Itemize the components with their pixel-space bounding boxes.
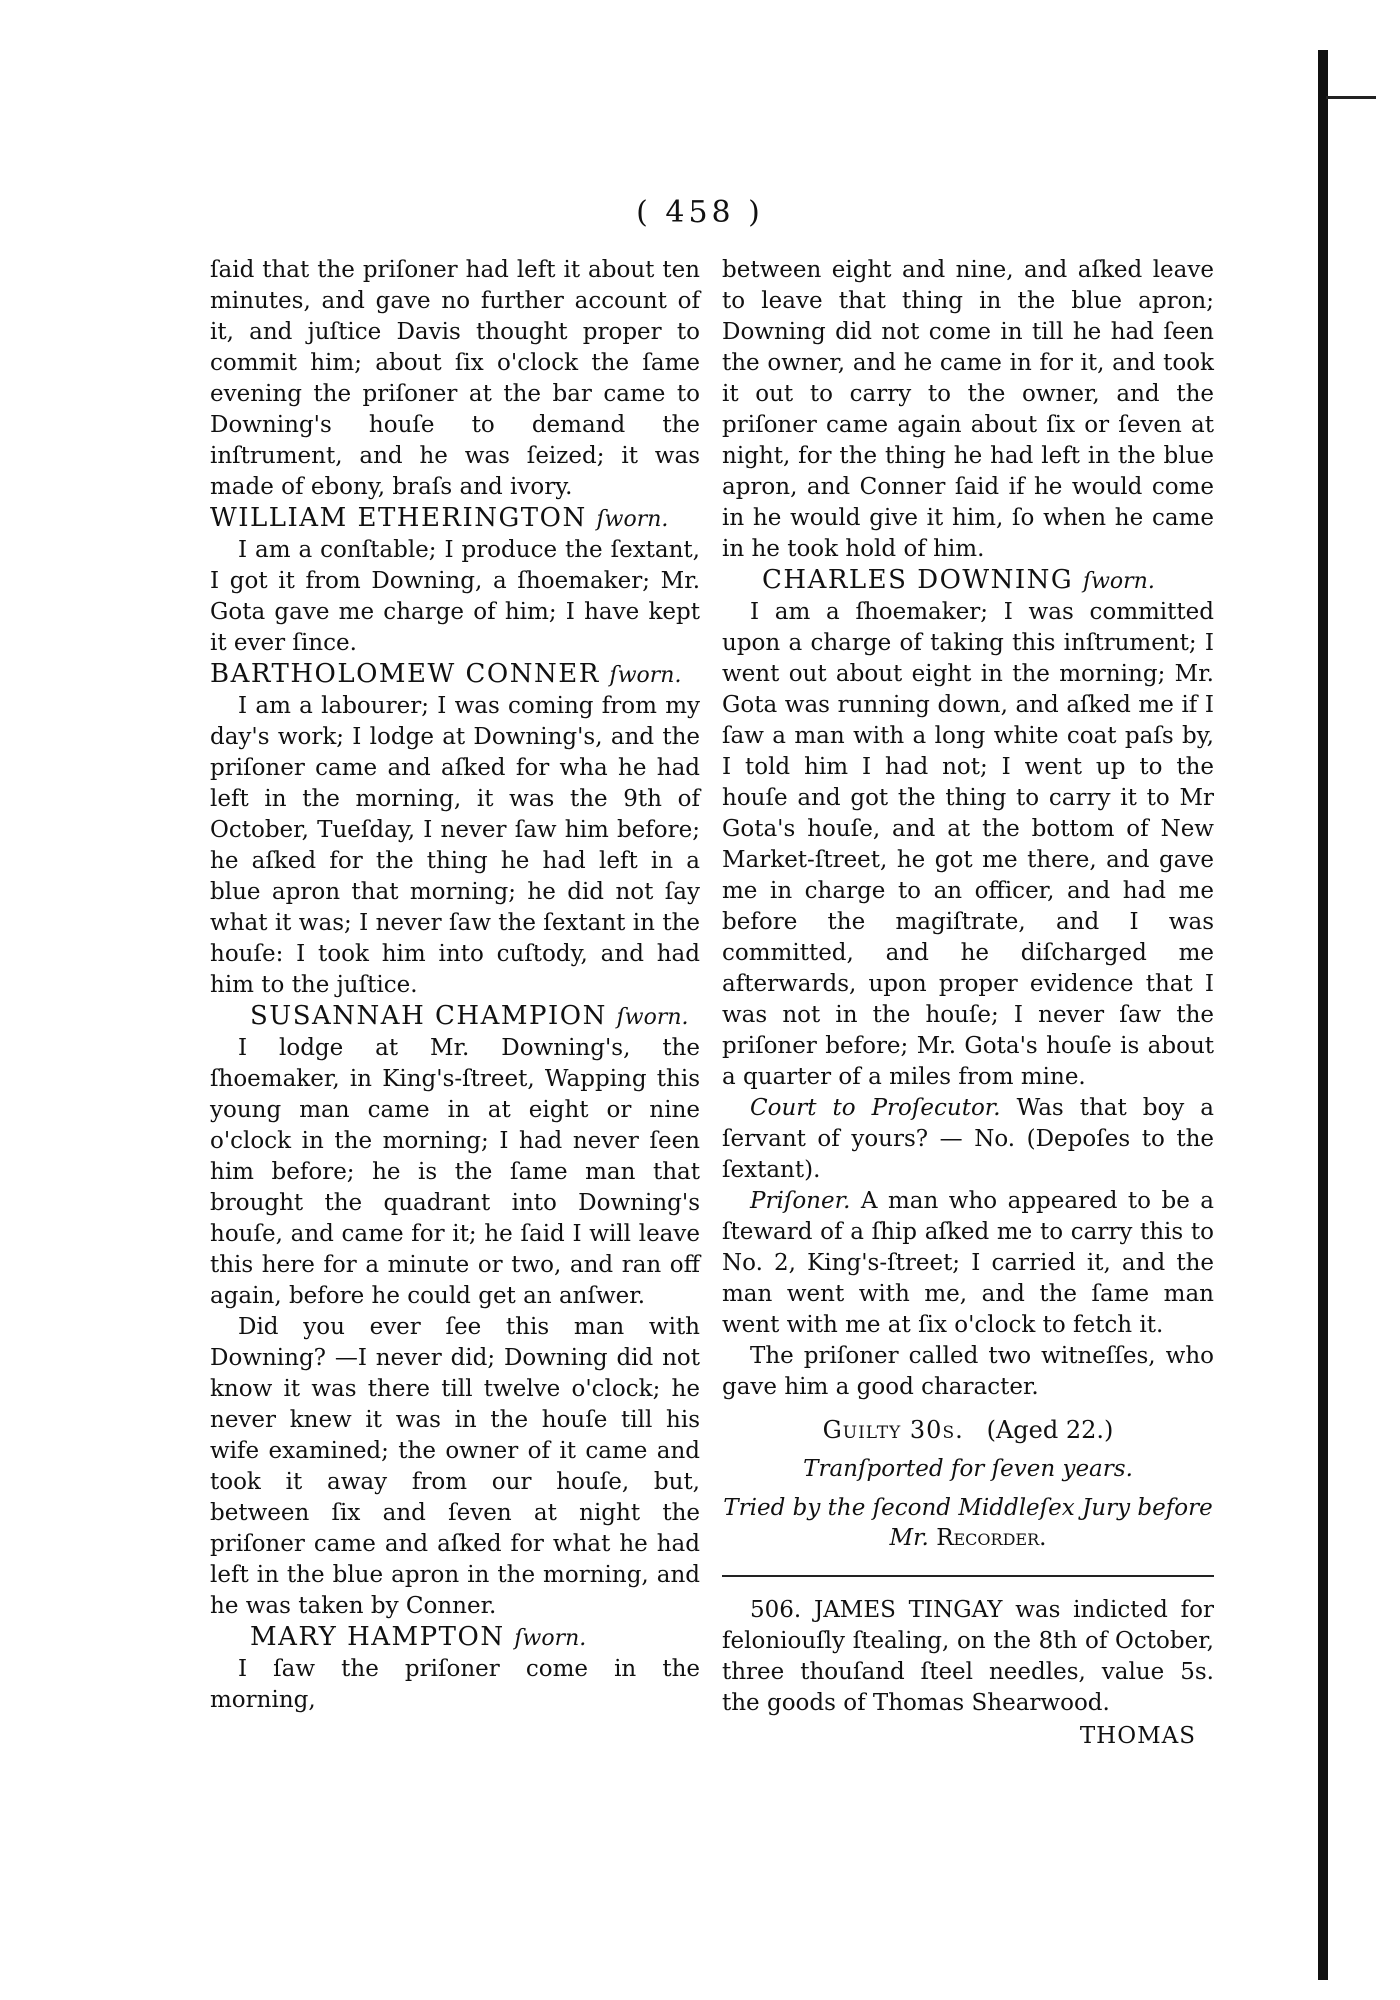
paragraph: I ſaw the priſoner come in the morning, (210, 1656, 700, 1713)
speech-text: A man who appeared to be a ſteward of a ſhip aſked me to carry this to No. 2, King's-ſtreet; I carried it, and the man went with me, and the ſame man went with me at ſix o'clock to fetch it. (722, 1188, 1214, 1338)
section-divider (722, 1575, 1214, 1577)
sworn-label: ſworn. (609, 663, 682, 688)
sworn-label: ſworn. (514, 1626, 587, 1651)
verdict-text: Guilty 30s. (822, 1416, 964, 1444)
judge-name: Recorder. (936, 1525, 1047, 1551)
age-text: (Aged 22.) (986, 1416, 1114, 1444)
paragraph: between eight and nine, and aſked leave to leave that thing in the blue apron; Downing did not come in till he had ſeen the owner, and he came in for it, and took it out to carry to the owner, and the priſoner came again about ſix or ſeven at night, for the thing he had left in the blue apron, and Conner ſaid if he would come in he would give it him, ſo when he came in he took hold of him. (722, 257, 1214, 562)
witness-heading (210, 1001, 700, 1033)
paragraph: I lodge at Mr. Downing's, the ſhoemaker, in King's-ſtreet, Wapping this young man came in at eight or nine o'clock in the morning; I had never ſeen him before; he is the ſame man that brought the quadrant into Downing's houſe, and came for it; he ſaid I will leave this here for a minute or two, and ran off again, before he could get an anſwer. (210, 1035, 700, 1309)
witness-heading (210, 1622, 700, 1654)
witness-name: BARTHOLOMEW CONNER (210, 659, 600, 689)
sworn-label: ſworn. (1082, 569, 1155, 594)
left-column (210, 255, 700, 1716)
trial-note (722, 1493, 1214, 1553)
page-edge-rule (1318, 50, 1328, 1980)
sworn-label: ſworn. (596, 507, 669, 532)
page-number: ( 458 ) (636, 195, 764, 230)
verdict (722, 1415, 1214, 1446)
trial-text: Tried by the ſecond Middleſex Jury before (723, 1495, 1213, 1521)
sworn-label: ſworn. (616, 1005, 689, 1030)
speaker-label: Priſoner. (750, 1188, 851, 1214)
speaker-label: Court to Proſecutor. (750, 1095, 1001, 1121)
paragraph: ſaid that the priſoner had left it about ten minutes, and gave no further account of it, and juſtice Davis thought proper to commit him; about ſix o'clock the ſame evening the priſoner at the bar came to Downing's houſe to demand the inſtrument, and he was ſeized; it was made of ebony, braſs and ivory. (210, 257, 700, 500)
witness-heading (210, 659, 700, 691)
witness-name: MARY HAMPTON (250, 1622, 505, 1652)
speech-text: Was that boy a ſervant of yours? — No. (Depoſes to the ſextant). (722, 1095, 1214, 1183)
witness-name: WILLIAM ETHERINGTON (210, 503, 587, 533)
paragraph: The priſoner called two witneſſes, who gave him a good character. (722, 1343, 1214, 1400)
judge-prefix: Mr. (889, 1525, 929, 1551)
prisoner-defence (722, 1186, 1214, 1341)
indictment-paragraph: 506. JAMES TINGAY was indicted for feloniouſly ſtealing, on the 8th of October, three thouſand ſteel needles, value 5s. the goods of Thomas Shearwood. (722, 1597, 1214, 1716)
sentence: Tranſported for ſeven years. (803, 1456, 1133, 1482)
witness-heading (210, 503, 700, 535)
witness-name: SUSANNAH CHAMPION (250, 1001, 607, 1031)
paragraph: I am a ſhoemaker; I was committed upon a charge of taking this inſtrument; I went out about eight in the morning; Mr. Gota was running down, and aſked me if I ſaw a man with a long white coat paſs by, I told him I had not; I went up to the houſe and got the thing to carry it to Mr Gota's houſe, and at the bottom of New Market-ſtreet, he got me there, and gave me in charge to an officer, and had me before the magiſtrate, and I was committed, and he diſcharged me afterwards, upon proper evidence that I was not in the houſe; I never ſaw the priſoner before; Mr. Gota's houſe is about a quarter of a miles from mine. (722, 599, 1214, 1090)
catchword: THOMAS (1079, 1723, 1196, 1749)
paragraph: I am a conſtable; I produce the ſextant, I got it from Downing, a ſhoemaker; Mr. Gota gave me charge of him; I have kept it ever ſince. (210, 537, 700, 656)
paragraph: Did you ever ſee this man with Downing? —I never did; Downing did not know it was there till twelve o'clock; he never knew it was in the houſe till his wife examined; the owner of it came and took it away from our houſe, but, between ſix and ſeven at night the priſoner came and aſked for what he had left in the blue apron in the morning, and he was taken by Conner. (210, 1314, 700, 1619)
paragraph: I am a labourer; I was coming from my day's work; I lodge at Downing's, and the priſoner came and aſked for wha he had left in the morning, it was the 9th of October, Tueſday, I never ſaw him before; he aſked for the thing he had left in a blue apron that morning; he did not ſay what it was; I never ſaw the ſextant in the houſe: I took him into cuſtody, and had him to the juſtice. (210, 693, 700, 998)
page-edge-tick (1326, 96, 1376, 99)
witness-name: CHARLES DOWNING (762, 565, 1074, 595)
court-question (722, 1093, 1214, 1186)
witness-heading (722, 565, 1214, 597)
right-column (722, 255, 1214, 1752)
